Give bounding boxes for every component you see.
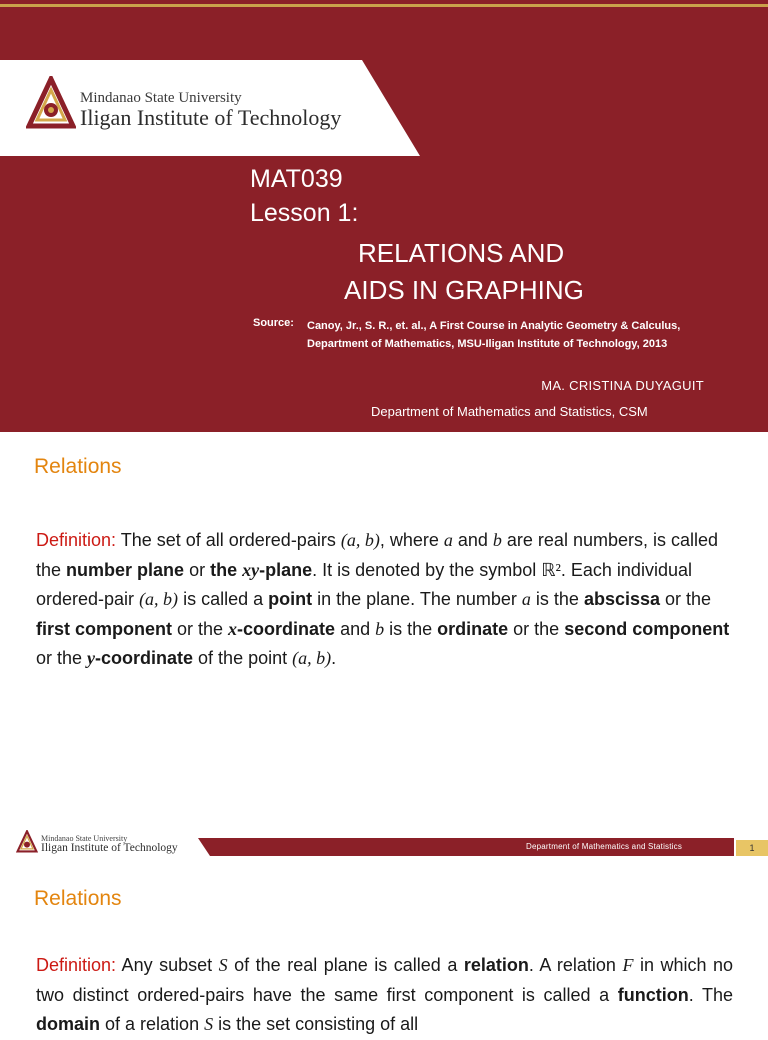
department-name: Department of Mathematics and Statistics, CSM — [371, 404, 648, 419]
math-var: F — [622, 955, 634, 975]
text: , where — [379, 530, 444, 550]
text: or — [184, 559, 211, 580]
text: or the — [172, 618, 229, 639]
math-var: a — [521, 589, 531, 609]
text: and — [335, 618, 376, 639]
text: in the plane. The number — [312, 589, 522, 609]
text: Any subset — [116, 955, 219, 975]
math-var: S — [218, 955, 228, 975]
author-name: MA. CRISTINA DUYAGUIT — [541, 378, 704, 393]
text: in which no two distinct ordered-pairs have the same first component is called a — [36, 955, 734, 1005]
text: is the — [530, 589, 584, 609]
text: or the — [508, 618, 565, 639]
definition-label: Definition: — [36, 530, 117, 550]
term-second-component: second component — [564, 618, 730, 639]
text: . A relation — [528, 955, 623, 975]
math-ordered-pair: (a, b) — [139, 589, 179, 609]
term-function: function — [617, 984, 689, 1005]
lesson-title-line1: RELATIONS AND — [358, 238, 565, 268]
text: and — [452, 530, 493, 550]
source-citation: Canoy, Jr., S. R., et. al., A First Course in Analytic Geometry & Calculus, Department of Mathematics, MSU-Iligan Institute of Technology, 2013 — [307, 320, 681, 350]
text: of a relation — [100, 1014, 205, 1034]
text: are real numbers, is called the — [36, 530, 719, 580]
term-x-coordinate: -coordinate — [237, 618, 336, 639]
msu-iit-seal-icon — [26, 76, 76, 132]
footer-seal-icon — [16, 830, 38, 854]
term-the: the — [210, 559, 243, 580]
text: of the point — [193, 648, 293, 668]
lesson-number: Lesson 1: — [250, 199, 359, 227]
text: . — [331, 648, 337, 668]
footer-university-name: Mindanao State University — [41, 834, 128, 843]
text: . Each individual ordered-pair — [36, 559, 692, 609]
term-domain: domain — [36, 1014, 101, 1034]
term-number-plane: number plane — [66, 559, 185, 580]
math-ordered-pair: (a, b) — [340, 530, 380, 550]
footer-institute-name: Iligan Institute of Technology — [41, 842, 178, 854]
definition-paragraph — [36, 526, 736, 674]
term-relation: relation — [463, 955, 529, 975]
term-point: point — [268, 589, 313, 609]
term-abscissa: abscissa — [583, 589, 660, 609]
lesson-title-line2: AIDS IN GRAPHING — [344, 275, 584, 305]
math-var: S — [204, 1014, 214, 1034]
text: The set of all ordered-pairs — [116, 530, 341, 550]
term-y-coordinate: -coordinate — [95, 648, 194, 668]
math-r-squared: ℝ² — [541, 559, 561, 580]
page-number: 1 — [736, 840, 768, 856]
source-label: Source: — [253, 317, 294, 329]
logo-institute-name: Iligan Institute of Technology — [80, 105, 342, 130]
math-xy: xy — [242, 559, 260, 580]
slide-heading: Relations — [34, 455, 122, 478]
text: is the — [384, 618, 438, 639]
definition-label: Definition: — [36, 955, 117, 975]
text: of the real plane is called a — [227, 955, 464, 975]
text: is the set consisting of all — [213, 1014, 419, 1034]
text: or the — [36, 648, 88, 668]
logo-university-name: Mindanao State University — [80, 90, 242, 106]
math-y: y — [87, 648, 96, 668]
text: or the — [660, 589, 712, 609]
definition-paragraph — [36, 951, 733, 1040]
math-ordered-pair: (a, b) — [292, 648, 332, 668]
math-var: a — [443, 530, 453, 550]
math-x: x — [228, 618, 238, 639]
slide-heading: Relations — [34, 887, 122, 910]
text: is called a — [178, 589, 269, 609]
footer-department: Department of Mathematics and Statistics — [526, 842, 683, 851]
term-ordinate: ordinate — [437, 618, 509, 639]
math-var: b — [375, 618, 385, 639]
text: . It is denoted by the symbol — [312, 559, 542, 580]
gold-accent-line — [0, 4, 768, 7]
term-first-component: first component — [36, 618, 173, 639]
text: . The — [688, 984, 733, 1005]
math-var: b — [492, 530, 502, 550]
course-code: MAT039 — [250, 165, 343, 193]
title-slide — [0, 0, 768, 432]
term-plane: -plane — [259, 559, 313, 580]
